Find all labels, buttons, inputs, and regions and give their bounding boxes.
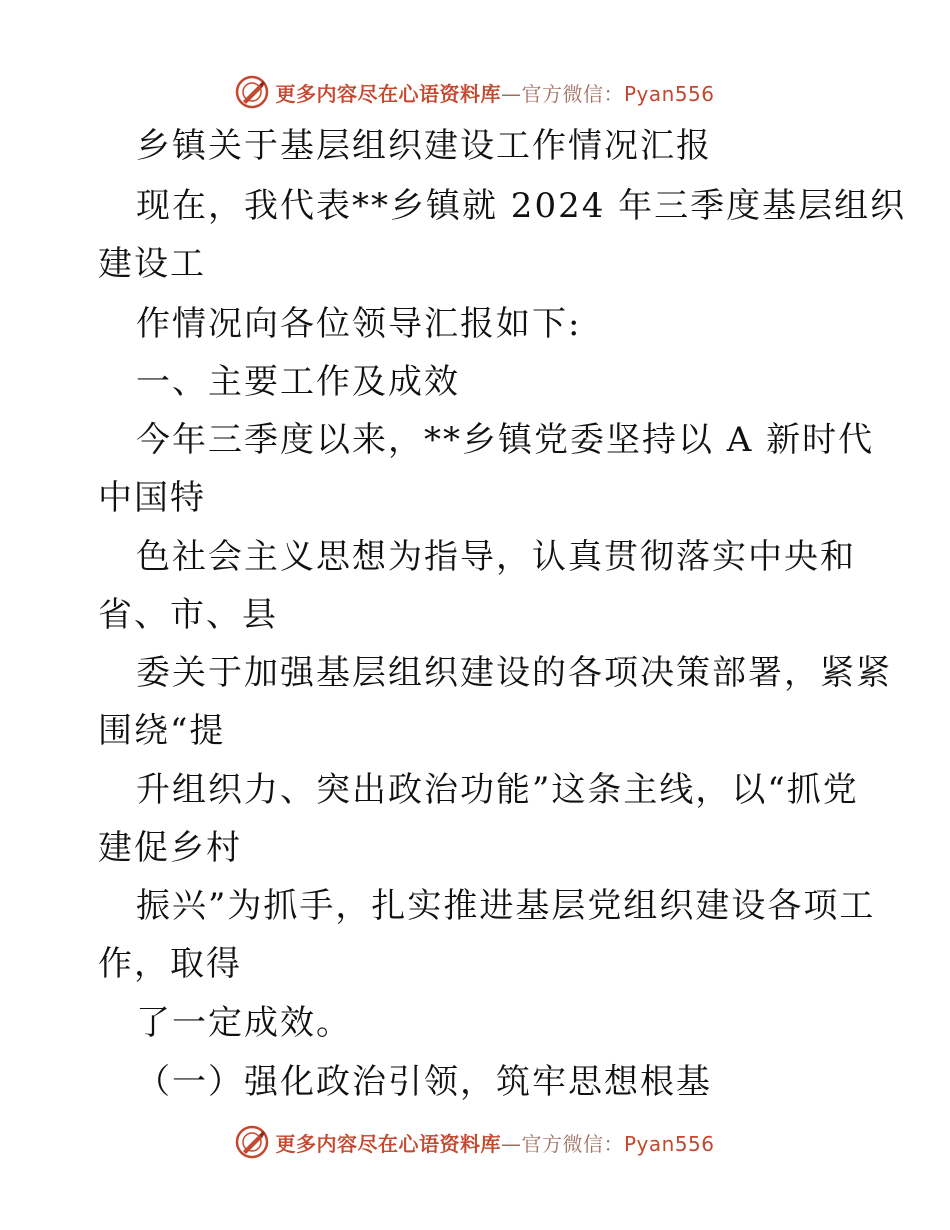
pen-logo-icon bbox=[235, 1125, 269, 1159]
section-heading: 一、主要工作及成效 bbox=[136, 362, 460, 402]
paragraph-line: 围绕“提 bbox=[98, 711, 226, 751]
paragraph-line: 建促乡村 bbox=[98, 828, 242, 868]
paragraph-line: 色社会主义思想为指导，认真贯彻落实中央和 bbox=[136, 537, 856, 577]
watermark-wechat-label: —官方微信： bbox=[500, 81, 624, 106]
pen-logo-icon bbox=[235, 75, 269, 109]
paragraph-line: 作情况向各位领导汇报如下: bbox=[136, 304, 582, 344]
watermark-header bbox=[0, 72, 950, 112]
paragraph-line: 委关于加强基层组织建设的各项决策部署，紧紧 bbox=[136, 653, 892, 693]
paragraph-line: 省、市、县 bbox=[98, 595, 278, 635]
paragraph-line: 今年三季度以来，**乡镇党委坚持以 A 新时代 bbox=[136, 420, 875, 460]
watermark-text bbox=[275, 78, 714, 107]
paragraph-line: 了一定成效。 bbox=[136, 1003, 352, 1043]
paragraph-line: 作，取得 bbox=[98, 944, 242, 984]
paragraph-line: 振兴”为抓手，扎实推进基层党组织建设各项工 bbox=[136, 886, 876, 926]
paragraph-line: 现在，我代表**乡镇就 2024 年三季度基层组织 bbox=[136, 186, 907, 226]
paragraph-line: 建设工 bbox=[98, 244, 206, 284]
paragraph-line: 升组织力、突出政治功能”这条主线，以“抓党 bbox=[136, 770, 859, 810]
watermark-footer bbox=[0, 1122, 950, 1162]
watermark-wechat-id: Pyan556 bbox=[623, 1131, 715, 1156]
watermark-text bbox=[275, 1128, 714, 1157]
paragraph-line: 中国特 bbox=[98, 478, 206, 518]
watermark-wechat-label: —官方微信： bbox=[500, 1131, 624, 1156]
watermark-wechat-id: Pyan556 bbox=[623, 81, 715, 106]
watermark-brand: 更多内容尽在心语资料库 bbox=[275, 81, 501, 106]
subsection-heading: （一）强化政治引领，筑牢思想根基 bbox=[136, 1062, 712, 1102]
document-title: 乡镇关于基层组织建设工作情况汇报 bbox=[136, 126, 712, 166]
watermark-brand: 更多内容尽在心语资料库 bbox=[275, 1131, 501, 1156]
